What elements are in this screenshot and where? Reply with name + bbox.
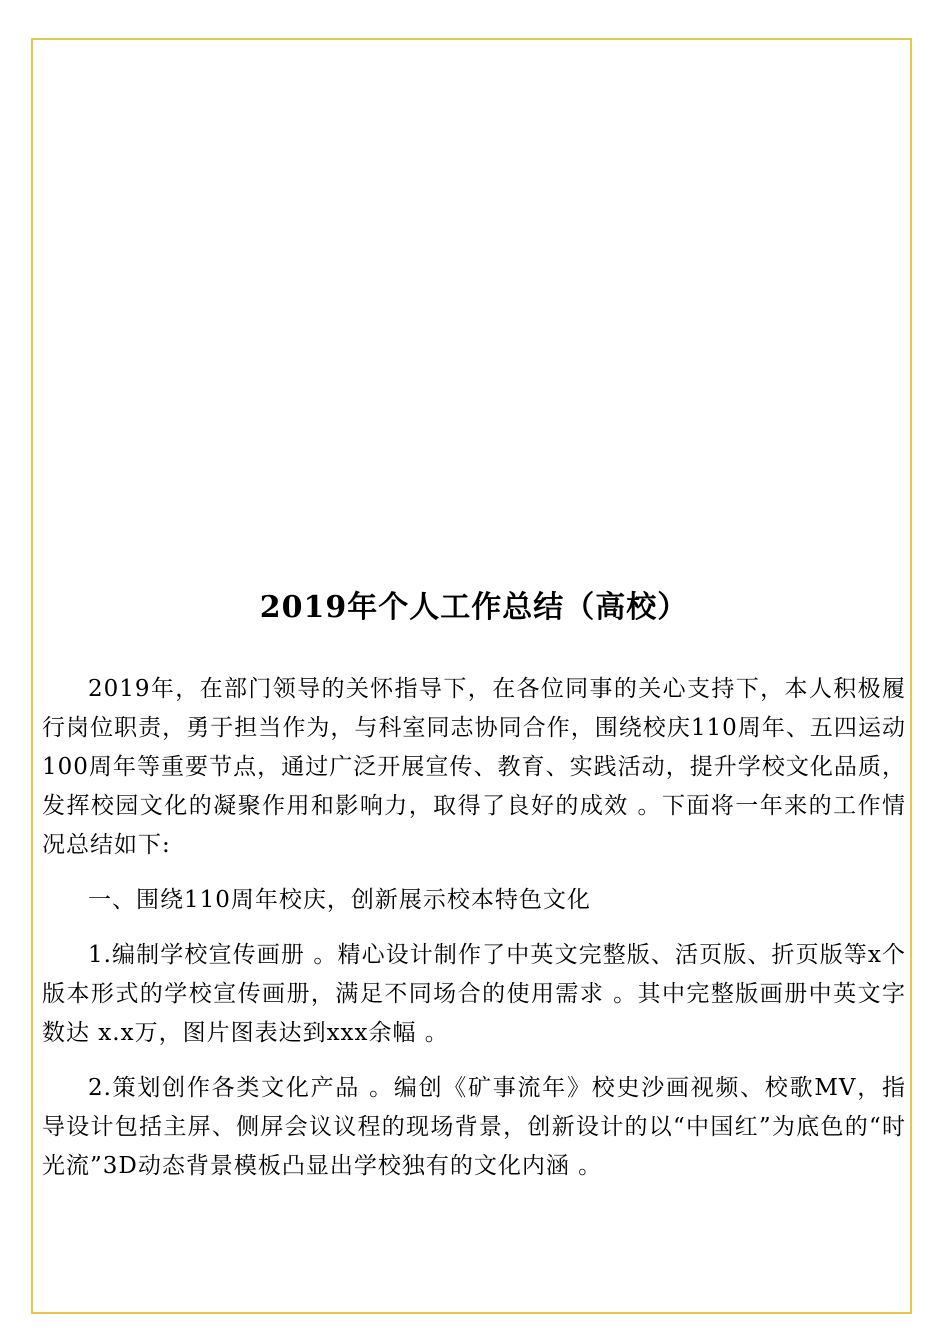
document-body [42, 580, 906, 1202]
section-heading-1: 一、围绕110周年校庆，创新展示校本特色文化 [88, 887, 591, 913]
paragraph-item-1: 1.编制学校宣传画册 。精心设计制作了中英文完整版、活页版、折页版等x个版本形式的学校宣传画册，满足不同场合的使用需求 。其中完整版画册中英文字数达 x.x万，图片图表达到xxx余幅 。 [42, 942, 906, 1046]
paragraph-item-2: 2.策划创作各类文化产品 。编创《矿事流年》校史沙画视频、校歌MV，指导设计包括主屏、侧屏会议议程的现场背景，创新设计的以“中国红”为底色的“时光流”3D动态背景模板凸显出学校独有的文化内涵 。 [42, 1075, 906, 1179]
document-title: 2019年个人工作总结（高校） [259, 590, 689, 625]
paragraph-intro: 2019年，在部门领导的关怀指导下，在各位同事的关心支持下，本人积极履行岗位职责，勇于担当作为，与科室同志协同合作，围绕校庆110周年、五四运动100周年等重要节点，通过广泛开展宣传、教育、实践活动，提升学校文化品质，发挥校园文化的凝聚作用和影响力，取得了良好的成效 。下面将一年来的工作情况总结如下: [42, 676, 906, 858]
